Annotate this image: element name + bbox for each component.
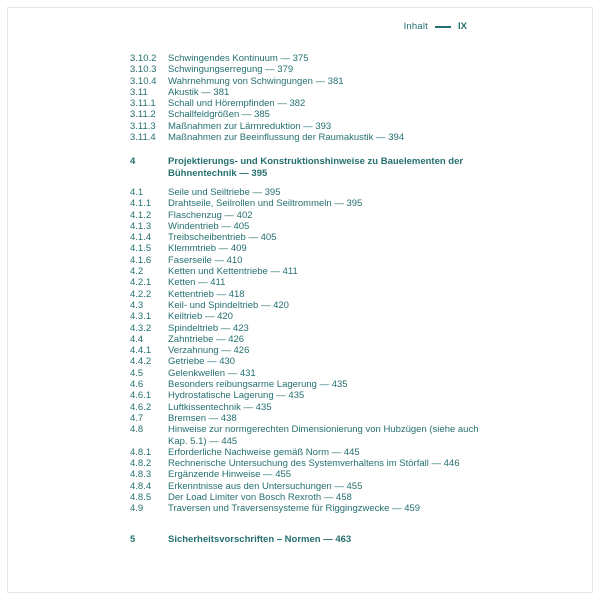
toc-entry-page: 438 xyxy=(220,412,237,424)
toc-entry-title: Gelenkwellen — 431 xyxy=(168,367,256,379)
toc-entry-page: 381 xyxy=(213,86,230,98)
toc-entry xyxy=(130,64,486,75)
toc-entry-page: 379 xyxy=(277,64,294,76)
toc-entry-page: 418 xyxy=(228,288,245,300)
toc-entry-number: 3.11 xyxy=(130,86,148,98)
toc-entry-number: 4.1.6 xyxy=(130,254,152,266)
toc-entry xyxy=(130,87,486,98)
toc-entry xyxy=(130,534,486,545)
toc-entry-number: 3.10.4 xyxy=(130,75,157,87)
toc-entry-title: Rechnerische Untersuchung des Systemverhaltens im Störfall — 446 xyxy=(168,458,460,470)
toc-entry-page: 426 xyxy=(233,345,250,357)
toc-entry-page: 458 xyxy=(335,491,352,503)
toc-entry xyxy=(130,289,486,300)
toc-entry-title: Akustik — 381 xyxy=(168,86,230,98)
toc-entry-number: 4.2 xyxy=(130,266,144,278)
toc-entry-title: Faserseile — 410 xyxy=(168,254,243,266)
toc-entry-title: Schallfeldgrößen — 385 xyxy=(168,109,270,121)
toc-entry-page: 420 xyxy=(217,311,233,323)
toc-entry-number: 3.11.1 xyxy=(130,98,156,110)
toc-entry-title: Keil- und Spindeltrieb — 420 xyxy=(168,299,289,311)
toc-entry-number: 4.3.1 xyxy=(130,311,152,323)
toc-entry xyxy=(130,356,486,367)
toc-entry-number: 4.6.2 xyxy=(130,401,152,413)
toc-entry-number: 4.9 xyxy=(130,503,144,515)
toc-entry-page: 395 xyxy=(251,167,268,179)
toc-entry xyxy=(130,402,486,413)
toc-entry xyxy=(130,379,486,390)
toc-entry-title: Maßnahmen zur Lärmreduktion — 393 xyxy=(168,120,332,132)
toc-entry-page: 394 xyxy=(388,132,405,144)
toc-entry-title: Bremsen — 438 xyxy=(168,412,237,424)
toc-entry xyxy=(130,345,486,356)
toc-entry xyxy=(130,424,486,447)
toc-entry-number: 4.8.3 xyxy=(130,469,152,481)
toc-entry-page: 455 xyxy=(275,469,292,481)
toc-entry xyxy=(130,334,486,345)
toc-entry xyxy=(130,232,486,243)
toc-entry xyxy=(130,132,486,143)
toc-entry-title: Windentrieb — 405 xyxy=(168,220,250,232)
toc-entry xyxy=(130,210,486,221)
toc-entry-title: Besonders reibungsarme Lagerung — 435 xyxy=(168,379,348,391)
toc-entry-page: 455 xyxy=(346,480,363,492)
toc-entry-page: 426 xyxy=(228,333,245,345)
toc-entry-title: Maßnahmen zur Beeinflussung der Raumakustik — 394 xyxy=(168,132,405,144)
toc-entry-number: 3.10.3 xyxy=(130,64,157,76)
toc-entry-number: 4.6.1 xyxy=(130,390,152,402)
toc-entry-number: 5 xyxy=(130,533,136,545)
toc-entry-title: Luftkissentechnik — 435 xyxy=(168,401,272,413)
toc-entry xyxy=(130,481,486,492)
toc-entry xyxy=(130,277,486,288)
toc-entry xyxy=(130,390,486,401)
toc-entry xyxy=(130,198,486,209)
toc-entry-page: 446 xyxy=(443,458,460,470)
toc-entry-number: 4.1.3 xyxy=(130,220,152,232)
toc-entry-title: Wahrnehmung von Schwingungen — 381 xyxy=(168,75,344,87)
toc-entry-title: Erkenntnisse aus den Untersuchungen — 455 xyxy=(168,480,363,492)
toc-entry xyxy=(130,243,486,254)
toc-entry xyxy=(130,109,486,120)
toc-entry-number: 3.11.2 xyxy=(130,109,156,121)
toc-entry-number: 4.1.1 xyxy=(130,198,152,210)
toc-entry-title: Schall und Hörempfinden — 382 xyxy=(168,98,306,110)
toc-entry xyxy=(130,187,486,198)
toc-entry-number: 4 xyxy=(130,156,136,168)
header-rule xyxy=(435,26,451,28)
toc-entry-title: Keiltrieb — 420 xyxy=(168,311,233,323)
toc-entry-number: 4.2.1 xyxy=(130,277,152,289)
toc-entry-number: 4.8.1 xyxy=(130,446,152,458)
toc-entry-page: 382 xyxy=(289,98,306,110)
toc-entry-page: 435 xyxy=(331,379,348,391)
toc-entry-title: Treibscheibentrieb — 405 xyxy=(168,232,277,244)
running-header xyxy=(404,21,467,32)
toc-entry-number: 4.8 xyxy=(130,424,144,436)
toc-entry-number: 4.1.5 xyxy=(130,243,152,255)
toc-entry-number: 4.8.5 xyxy=(130,491,152,503)
toc-entry-page: 395 xyxy=(346,198,363,210)
toc-entry-page: 445 xyxy=(221,435,238,447)
toc-entry-title: Spindeltrieb — 423 xyxy=(168,322,249,334)
toc-entry-title: Erforderliche Nachweise gemäß Norm — 445 xyxy=(168,446,360,458)
toc-entry-title: Schwingendes Kontinuum — 375 xyxy=(168,53,309,64)
toc-entry-title: Hydrostatische Lagerung — 435 xyxy=(168,390,305,402)
toc-entry xyxy=(130,469,486,480)
toc-entry xyxy=(130,76,486,87)
toc-entry-page: 435 xyxy=(288,390,305,402)
toc-entry-page: 420 xyxy=(273,299,289,311)
toc-entry-page: 393 xyxy=(315,120,332,132)
toc-entry-number: 4.4.1 xyxy=(130,345,152,357)
toc-entry-page: 410 xyxy=(226,254,243,266)
toc-entry xyxy=(130,300,486,311)
toc-entry-page: 411 xyxy=(210,277,226,289)
toc-entry-number: 4.7 xyxy=(130,412,144,424)
toc-entry-title: Zahntriebe — 426 xyxy=(168,333,245,345)
toc-entry-title: Projektierungs- und Konstruktionshinweise zu Bauelementen der Bühnentechnik — 395 xyxy=(168,156,464,179)
toc-entry-number: 3.10.2 xyxy=(130,53,157,64)
toc-entry xyxy=(130,503,486,514)
toc-entry-page: 381 xyxy=(327,75,344,87)
toc-entry-number: 4.1.2 xyxy=(130,209,152,221)
toc-entry-title: Kettentrieb — 418 xyxy=(168,288,245,300)
toc-entry xyxy=(130,323,486,334)
toc-entry-title: Ergänzende Hinweise — 455 xyxy=(168,469,292,481)
toc-entry-page: 411 xyxy=(282,266,298,278)
toc-entry-title: Traversen und Traversensysteme für Riggingzwecke — 459 xyxy=(168,503,421,515)
toc-entry-title: Flaschenzug — 402 xyxy=(168,209,253,221)
toc-entry-page: 459 xyxy=(404,503,421,515)
toc-entry-number: 4.2.2 xyxy=(130,288,152,300)
toc-entry-title: Klemmtrieb — 409 xyxy=(168,243,247,255)
toc-entry-page: 375 xyxy=(292,53,309,64)
header-page-number: IX xyxy=(458,21,467,32)
toc-entry-page: 430 xyxy=(219,356,236,368)
toc-entry-number: 4.5 xyxy=(130,367,144,379)
toc-entry xyxy=(130,156,486,179)
toc-entry-title: Drahtseile, Seilrollen und Seiltrommeln — 395 xyxy=(168,198,363,210)
toc-entry-title: Getriebe — 430 xyxy=(168,356,236,368)
toc-entry-number: 4.4 xyxy=(130,333,144,345)
toc-entry-number: 3.11.4 xyxy=(130,132,156,144)
toc-entry-number: 4.1 xyxy=(130,186,144,198)
toc-entry-page: 445 xyxy=(343,446,360,458)
toc-entry-title: Der Load Limiter von Bosch Rexroth — 458 xyxy=(168,491,352,503)
toc-entry-page: 395 xyxy=(264,186,281,198)
toc-entry xyxy=(130,121,486,132)
header-label: Inhalt xyxy=(403,21,429,32)
toc-entry xyxy=(130,413,486,424)
toc-entry-page: 435 xyxy=(255,401,272,413)
toc-entry xyxy=(130,98,486,109)
toc-entry xyxy=(130,221,486,232)
toc-entry-page: 405 xyxy=(233,220,250,232)
toc-entry-title: Schwingungserregung — 379 xyxy=(168,64,294,76)
toc-entry xyxy=(130,492,486,503)
toc-entry-number: 4.4.2 xyxy=(130,356,152,368)
toc-entry-page: 405 xyxy=(260,232,277,244)
toc-entry-number: 4.8.2 xyxy=(130,458,152,470)
toc-entry xyxy=(130,311,486,322)
toc-entry-title: Hinweise zur normgerechten Dimensionierung von Hubzügen (siehe auch Kap. 5.1) — 445 xyxy=(168,424,479,447)
toc-entry-title: Verzahnung — 426 xyxy=(168,345,250,357)
toc-entry-title: Ketten und Kettentriebe — 411 xyxy=(168,266,298,278)
toc-entry-page: 402 xyxy=(236,209,253,221)
toc-entry-number: 4.1.4 xyxy=(130,232,152,244)
toc-entry xyxy=(130,53,486,64)
toc-entry xyxy=(130,447,486,458)
toc-entry xyxy=(130,458,486,469)
toc-entry-number: 3.11.3 xyxy=(130,120,156,132)
toc-list xyxy=(130,53,486,545)
toc-entry-page: 431 xyxy=(239,367,256,379)
toc-entry-page: 409 xyxy=(230,243,247,255)
toc-entry-number: 4.6 xyxy=(130,379,144,391)
toc-entry xyxy=(130,368,486,379)
toc-entry-number: 4.3 xyxy=(130,299,144,311)
toc-entry xyxy=(130,255,486,266)
toc-entry-page: 463 xyxy=(335,533,352,545)
toc-entry-page: 385 xyxy=(254,109,270,121)
toc-entry xyxy=(130,266,486,277)
toc-entry-page: 423 xyxy=(232,322,249,334)
toc-entry-title: Ketten — 411 xyxy=(168,277,226,289)
toc-entry-title: Seile und Seiltriebe — 395 xyxy=(168,186,281,198)
toc-entry-number: 4.8.4 xyxy=(130,480,152,492)
toc-entry-number: 4.3.2 xyxy=(130,322,152,334)
toc-entry-title: Sicherheitsvorschriften – Normen — 463 xyxy=(168,533,352,545)
